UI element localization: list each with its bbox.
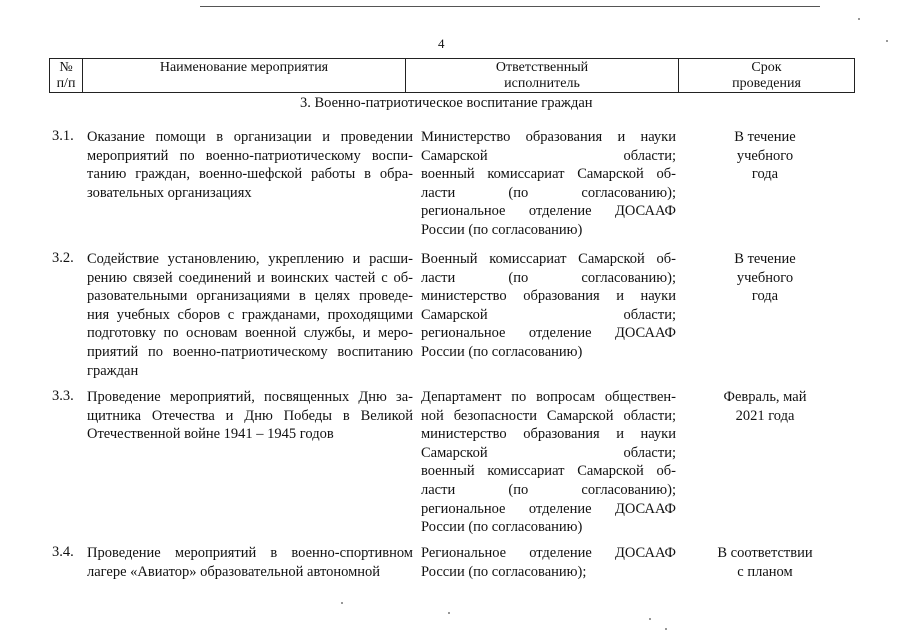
term-line: В соответствии bbox=[717, 545, 813, 561]
event-name-line: танию граждан, военно-шефской работы в обра- bbox=[87, 166, 413, 183]
scan-speck bbox=[665, 628, 667, 630]
responsible-executor bbox=[421, 250, 676, 362]
event-name-line: Отечественной войне 1941 – 1945 годов bbox=[87, 426, 334, 443]
top-scan-line bbox=[200, 6, 820, 7]
event-name-line: рению связей соединений и воинских частей с об- bbox=[87, 269, 413, 286]
event-name-line: разовательными организациями в целях проведе- bbox=[87, 288, 413, 305]
event-name-line: подготовку по основам военной службы, и меро- bbox=[87, 325, 413, 342]
row-number: 3.4. bbox=[52, 544, 74, 560]
responsible-executor-line: России (по согласованию) bbox=[421, 519, 583, 536]
responsible-executor bbox=[421, 544, 676, 581]
event-name-line: Проведение мероприятий, посвященных Дню за- bbox=[87, 389, 413, 405]
page-number: 4 bbox=[438, 36, 445, 51]
responsible-executor-line: министерство образования и науки bbox=[421, 288, 676, 305]
responsible-executor-line: Военный комиссариат Самарской об- bbox=[421, 251, 676, 267]
responsible-executor-line: Министерство образования и науки bbox=[421, 129, 676, 145]
responsible-executor bbox=[421, 388, 676, 537]
event-name-line: мероприятий по военно-патриотическому воспи- bbox=[87, 147, 413, 164]
header-col-term: Срок проведения bbox=[679, 59, 855, 93]
responsible-executor-line: Департамент по вопросам обществен- bbox=[421, 389, 676, 405]
header-col-responsible: Ответственный исполнитель bbox=[406, 59, 679, 93]
scan-speck bbox=[886, 40, 888, 42]
term-line: с планом bbox=[737, 563, 793, 580]
responsible-executor-line: военный комиссариат Самарской об- bbox=[421, 463, 676, 480]
event-name-line: граждан bbox=[87, 362, 139, 379]
responsible-executor-line: ласти (по согласованию); bbox=[421, 269, 676, 286]
scan-speck bbox=[341, 602, 343, 604]
row-number: 3.3. bbox=[52, 388, 74, 404]
responsible-executor-line: России (по согласованию); bbox=[421, 563, 587, 580]
responsible-executor-line: Самарской области; bbox=[421, 444, 676, 461]
event-name bbox=[87, 388, 413, 444]
term bbox=[705, 388, 825, 425]
event-name bbox=[87, 128, 413, 202]
term-line: 2021 года bbox=[735, 407, 795, 424]
responsible-executor-line: Региональное отделение ДОСААФ bbox=[421, 545, 676, 561]
term-line: В течение bbox=[734, 251, 796, 267]
term-line: Февраль, май bbox=[723, 389, 807, 405]
section-title: 3. Военно-патриотическое воспитание граждан bbox=[300, 95, 593, 111]
table-header bbox=[49, 58, 855, 93]
term bbox=[705, 544, 825, 581]
event-name-line: Оказание помощи в организации и проведении bbox=[87, 129, 413, 145]
responsible-executor-line: Самарской области; bbox=[421, 147, 676, 164]
event-name-line: лагере «Авиатор» образовательной автономной bbox=[87, 563, 381, 580]
row-number: 3.2. bbox=[52, 250, 74, 266]
event-name bbox=[87, 544, 413, 581]
term bbox=[705, 128, 825, 184]
term-line: года bbox=[751, 166, 779, 183]
responsible-executor-line: ной безопасности Самарской области; bbox=[421, 407, 676, 424]
responsible-executor-line: региональное отделение ДОСААФ bbox=[421, 325, 676, 342]
responsible-executor-line: Самарской области; bbox=[421, 306, 676, 323]
responsible-executor-line: региональное отделение ДОСААФ bbox=[421, 500, 676, 517]
event-name-line: Проведение мероприятий в военно-спортивном bbox=[87, 545, 413, 561]
event-name-line: щитника Отечества и Дню Победы в Великой bbox=[87, 407, 413, 424]
term-line: года bbox=[751, 288, 779, 305]
scan-speck bbox=[649, 618, 651, 620]
responsible-executor-line: ласти (по согласованию); bbox=[421, 184, 676, 201]
responsible-executor-line: ласти (по согласованию); bbox=[421, 481, 676, 498]
scan-speck bbox=[448, 612, 450, 614]
responsible-executor bbox=[421, 128, 676, 240]
term-line: учебного bbox=[736, 269, 794, 286]
responsible-executor-line: России (по согласованию) bbox=[421, 343, 583, 360]
event-name-line: ния учебных сборов с гражданами, проходящими bbox=[87, 306, 413, 323]
header-col-number: № п/п bbox=[50, 59, 83, 93]
event-name-line: Содействие установлению, укреплению и расши- bbox=[87, 251, 413, 267]
row-number: 3.1. bbox=[52, 128, 74, 144]
scan-speck bbox=[858, 18, 860, 20]
event-name-line: зовательных организациях bbox=[87, 184, 252, 201]
responsible-executor-line: министерство образования и науки bbox=[421, 426, 676, 443]
responsible-executor-line: военный комиссариат Самарской об- bbox=[421, 166, 676, 183]
term-line: В течение bbox=[734, 129, 796, 145]
term bbox=[705, 250, 825, 306]
header-col-name: Наименование мероприятия bbox=[83, 59, 406, 93]
event-name-line: приятий по военно-патриотическому воспитанию bbox=[87, 343, 413, 360]
event-name bbox=[87, 250, 413, 380]
responsible-executor-line: России (по согласованию) bbox=[421, 221, 583, 238]
term-line: учебного bbox=[736, 147, 794, 164]
responsible-executor-line: региональное отделение ДОСААФ bbox=[421, 203, 676, 220]
